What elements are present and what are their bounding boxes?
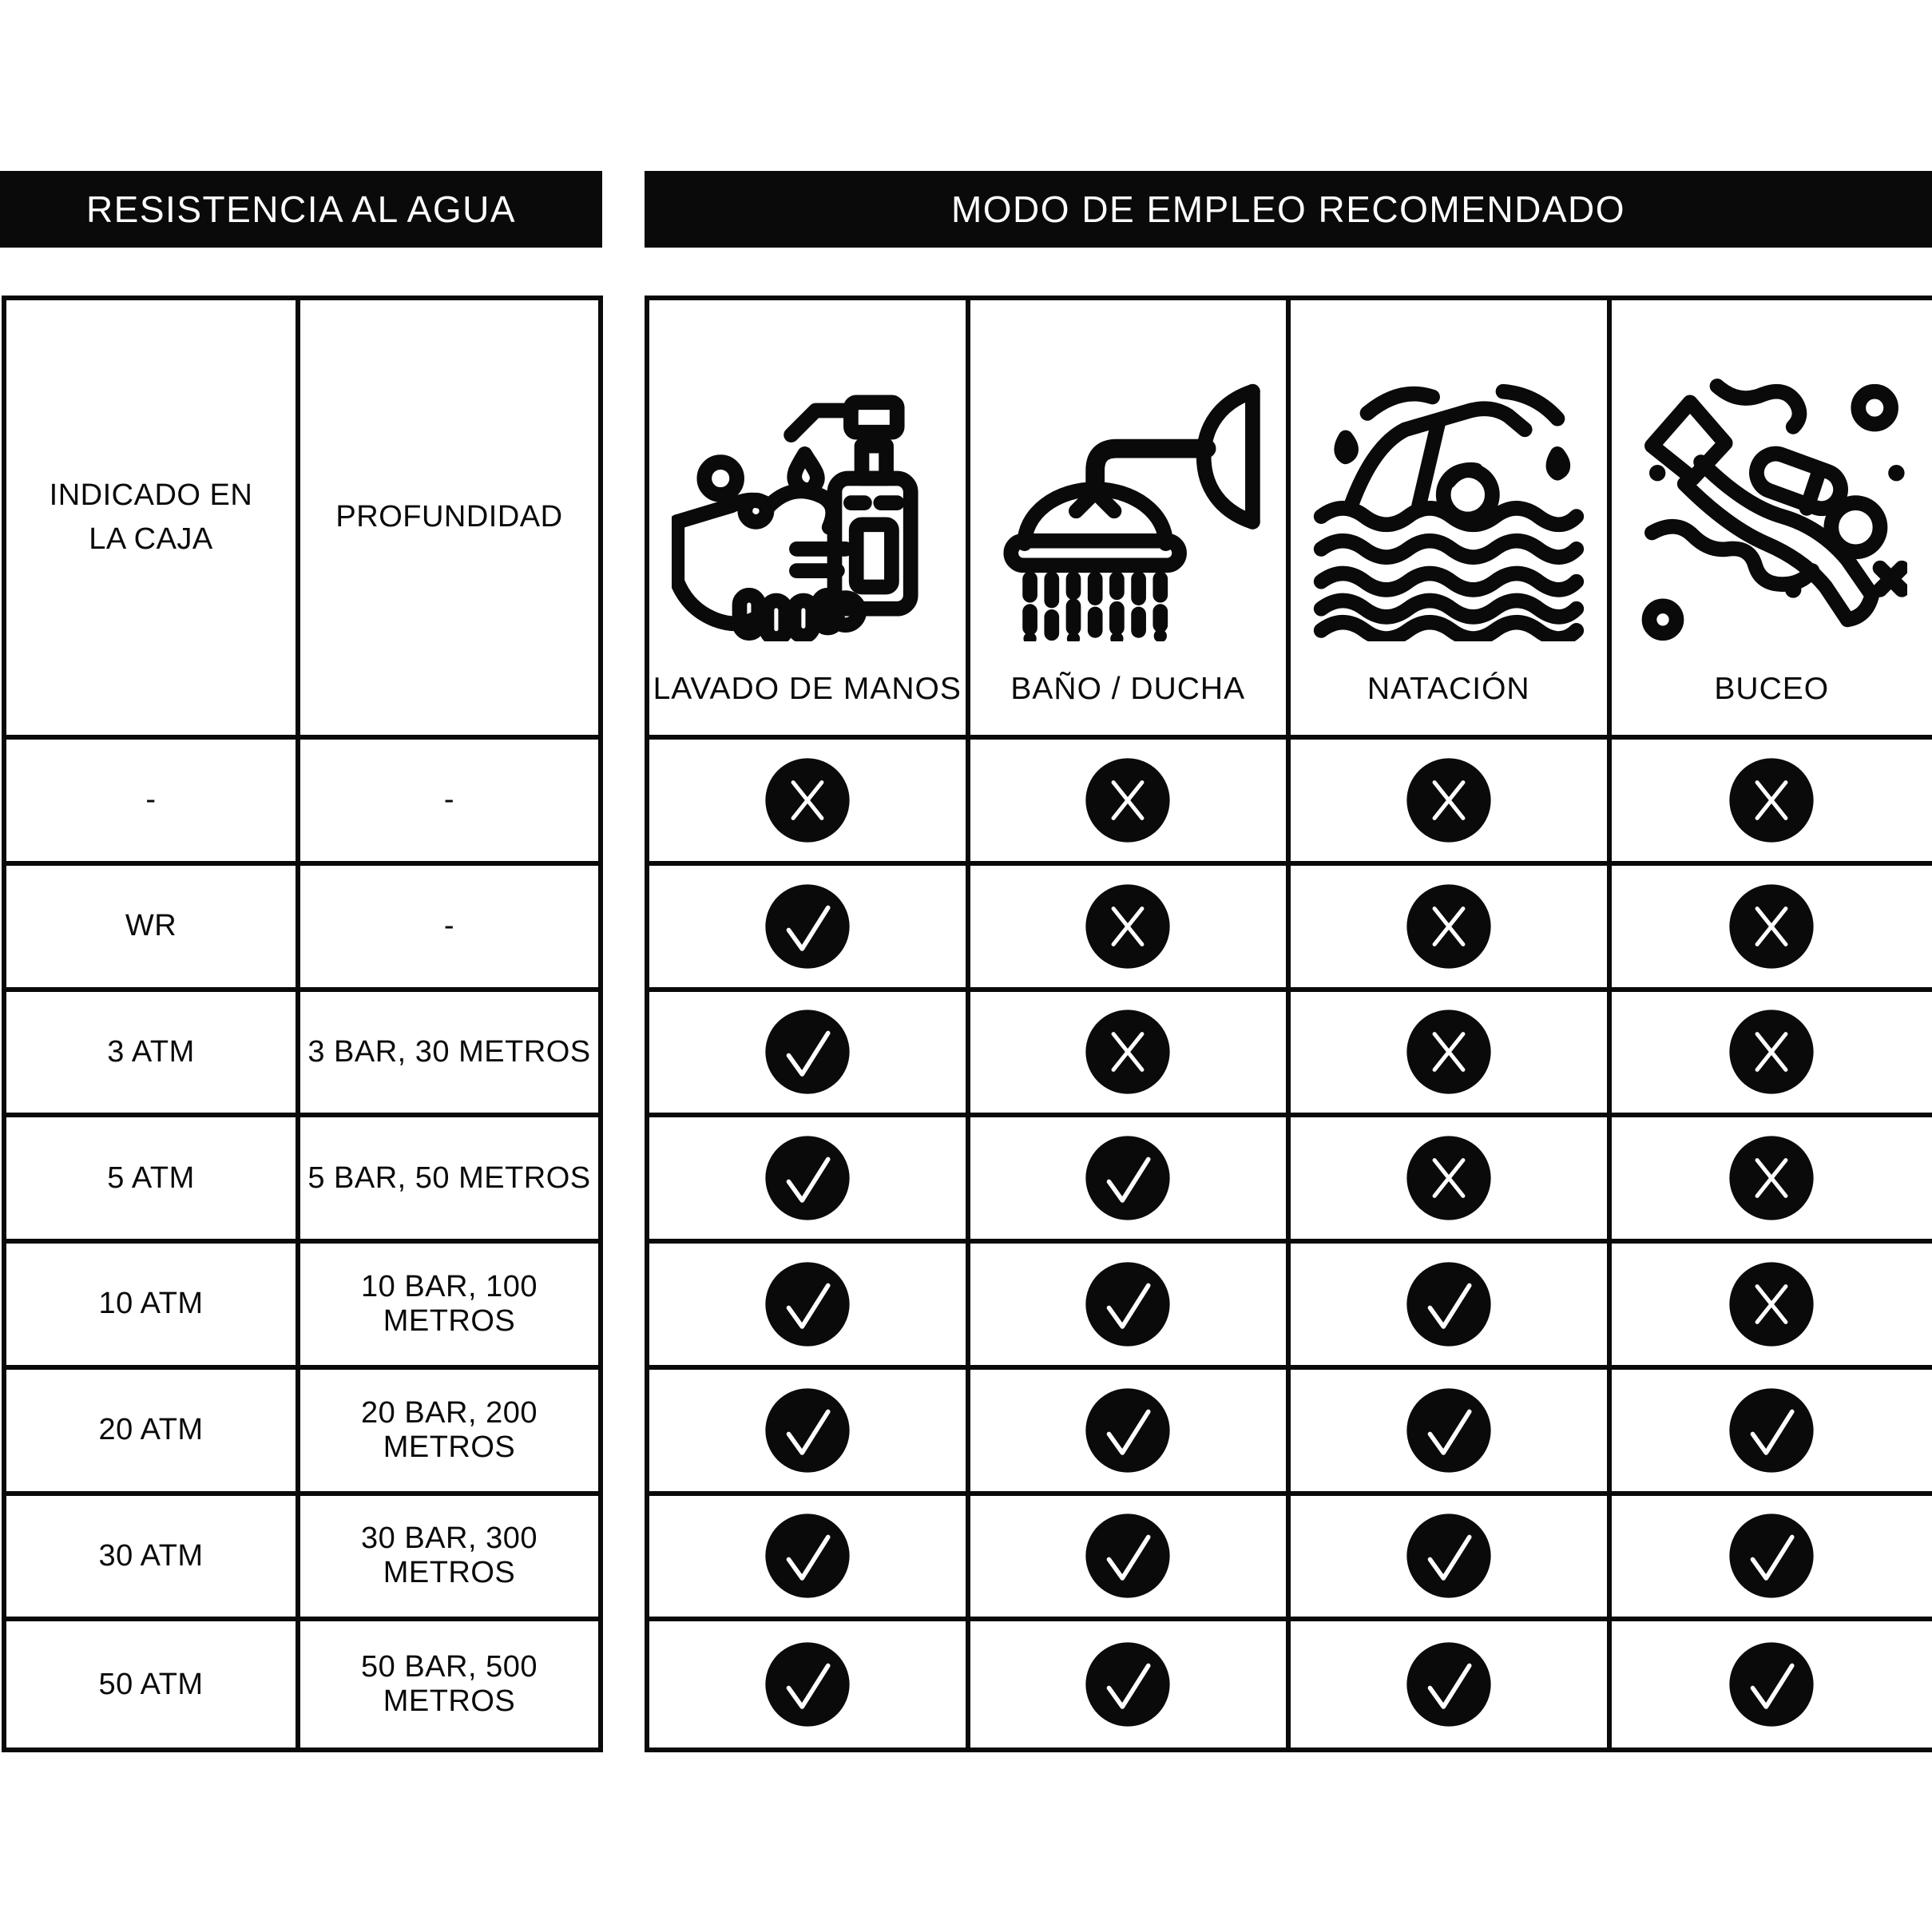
usage-cell bbox=[1291, 992, 1612, 1118]
usage-mark bbox=[1083, 1386, 1172, 1475]
recommended-use-header-label: MODO DE EMPLEO RECOMENDADO bbox=[950, 188, 1626, 230]
table-row-cell: - bbox=[300, 740, 598, 866]
table-row-cell: WR bbox=[6, 866, 300, 992]
recommended-use-header-bar bbox=[645, 171, 1932, 248]
recommended-use-table bbox=[645, 296, 1932, 1752]
usage-mark bbox=[1404, 756, 1494, 845]
usage-mark bbox=[1404, 1386, 1494, 1475]
usage-cell bbox=[970, 1621, 1291, 1748]
table-row-cell: 5 ATM bbox=[6, 1117, 300, 1244]
usage-mark bbox=[1404, 882, 1494, 971]
usage-mark bbox=[1727, 1260, 1816, 1349]
usage-cell bbox=[970, 740, 1291, 866]
usage-cell bbox=[1291, 740, 1612, 866]
usage-cell bbox=[1612, 1496, 1932, 1622]
usage-cell bbox=[1612, 992, 1932, 1118]
usage-mark bbox=[1083, 1007, 1172, 1097]
usage-cell bbox=[649, 866, 970, 992]
column-header-profundidad: PROFUNDIDAD bbox=[300, 300, 598, 740]
activity-header-buceo bbox=[1612, 300, 1932, 740]
activity-label: BUCEO bbox=[1714, 672, 1830, 706]
handwash-icon bbox=[672, 370, 943, 641]
usage-mark bbox=[1083, 1511, 1172, 1601]
usage-cell bbox=[649, 740, 970, 866]
activity-label: BAÑO / DUCHA bbox=[1010, 672, 1246, 706]
table-row-cell: 3 ATM bbox=[6, 992, 300, 1118]
usage-cell bbox=[649, 1496, 970, 1622]
table-row-cell: 20 ATM bbox=[6, 1370, 300, 1496]
table-row-cell: - bbox=[6, 740, 300, 866]
usage-cell bbox=[1612, 740, 1932, 866]
usage-cell bbox=[649, 992, 970, 1118]
usage-cell bbox=[1612, 1621, 1932, 1748]
table-row-cell: 5 BAR, 50 METROS bbox=[300, 1117, 598, 1244]
swimming-icon bbox=[1313, 370, 1585, 641]
usage-cell bbox=[1291, 866, 1612, 992]
table-row-cell: 3 BAR, 30 METROS bbox=[300, 992, 598, 1118]
usage-mark bbox=[1083, 1640, 1172, 1729]
usage-cell bbox=[1612, 866, 1932, 992]
usage-mark bbox=[763, 1511, 852, 1601]
column-header-indicado-en-la-caja: INDICADO EN LA CAJA bbox=[6, 300, 300, 740]
usage-mark bbox=[1727, 1386, 1816, 1475]
activity-header-natacion bbox=[1291, 300, 1612, 740]
table-row-cell: 50 ATM bbox=[6, 1621, 300, 1748]
water-resistance-table bbox=[2, 296, 603, 1752]
usage-cell bbox=[649, 1370, 970, 1496]
usage-mark bbox=[1727, 1007, 1816, 1097]
water-resistance-header-bar bbox=[0, 171, 602, 248]
usage-mark bbox=[1404, 1007, 1494, 1097]
usage-mark bbox=[1083, 1133, 1172, 1223]
usage-mark bbox=[763, 1386, 852, 1475]
shower-icon bbox=[992, 370, 1264, 641]
usage-cell bbox=[1612, 1117, 1932, 1244]
usage-cell bbox=[970, 1244, 1291, 1370]
usage-cell bbox=[649, 1244, 970, 1370]
usage-mark bbox=[1404, 1133, 1494, 1223]
usage-cell bbox=[970, 1117, 1291, 1244]
usage-mark bbox=[1727, 756, 1816, 845]
usage-mark bbox=[763, 882, 852, 971]
usage-mark bbox=[1727, 882, 1816, 971]
usage-cell bbox=[970, 866, 1291, 992]
usage-mark bbox=[1727, 1133, 1816, 1223]
usage-mark bbox=[763, 1640, 852, 1729]
table-row-cell: 20 BAR, 200 METROS bbox=[300, 1370, 598, 1496]
usage-cell bbox=[649, 1117, 970, 1244]
diving-icon bbox=[1636, 370, 1907, 641]
usage-mark bbox=[1404, 1260, 1494, 1349]
usage-mark bbox=[1083, 756, 1172, 845]
usage-cell bbox=[1291, 1496, 1612, 1622]
activity-label: LAVADO DE MANOS bbox=[653, 672, 962, 706]
usage-mark bbox=[763, 1007, 852, 1097]
table-row-cell: 30 BAR, 300 METROS bbox=[300, 1496, 598, 1622]
activity-label: NATACIÓN bbox=[1367, 672, 1530, 706]
usage-cell bbox=[1291, 1244, 1612, 1370]
activity-header-lavado-de-manos bbox=[649, 300, 970, 740]
activity-header-bano-ducha bbox=[970, 300, 1291, 740]
usage-cell bbox=[649, 1621, 970, 1748]
usage-cell bbox=[1291, 1117, 1612, 1244]
usage-mark bbox=[1727, 1640, 1816, 1729]
usage-cell bbox=[1291, 1621, 1612, 1748]
usage-cell bbox=[970, 992, 1291, 1118]
usage-mark bbox=[1404, 1511, 1494, 1601]
usage-cell bbox=[1612, 1244, 1932, 1370]
table-row-cell: - bbox=[300, 866, 598, 992]
usage-cell bbox=[1612, 1370, 1932, 1496]
table-row-cell: 30 ATM bbox=[6, 1496, 300, 1622]
usage-mark bbox=[763, 756, 852, 845]
usage-mark bbox=[763, 1260, 852, 1349]
usage-cell bbox=[970, 1370, 1291, 1496]
usage-mark bbox=[1083, 882, 1172, 971]
usage-mark bbox=[763, 1133, 852, 1223]
usage-mark bbox=[1404, 1640, 1494, 1729]
usage-mark bbox=[1083, 1260, 1172, 1349]
table-row-cell: 10 ATM bbox=[6, 1244, 300, 1370]
usage-cell bbox=[970, 1496, 1291, 1622]
table-row-cell: 10 BAR, 100 METROS bbox=[300, 1244, 598, 1370]
usage-mark bbox=[1727, 1511, 1816, 1601]
usage-cell bbox=[1291, 1370, 1612, 1496]
water-resistance-header-label: RESISTENCIA AL AGUA bbox=[85, 188, 517, 230]
table-row-cell: 50 BAR, 500 METROS bbox=[361, 1650, 538, 1719]
